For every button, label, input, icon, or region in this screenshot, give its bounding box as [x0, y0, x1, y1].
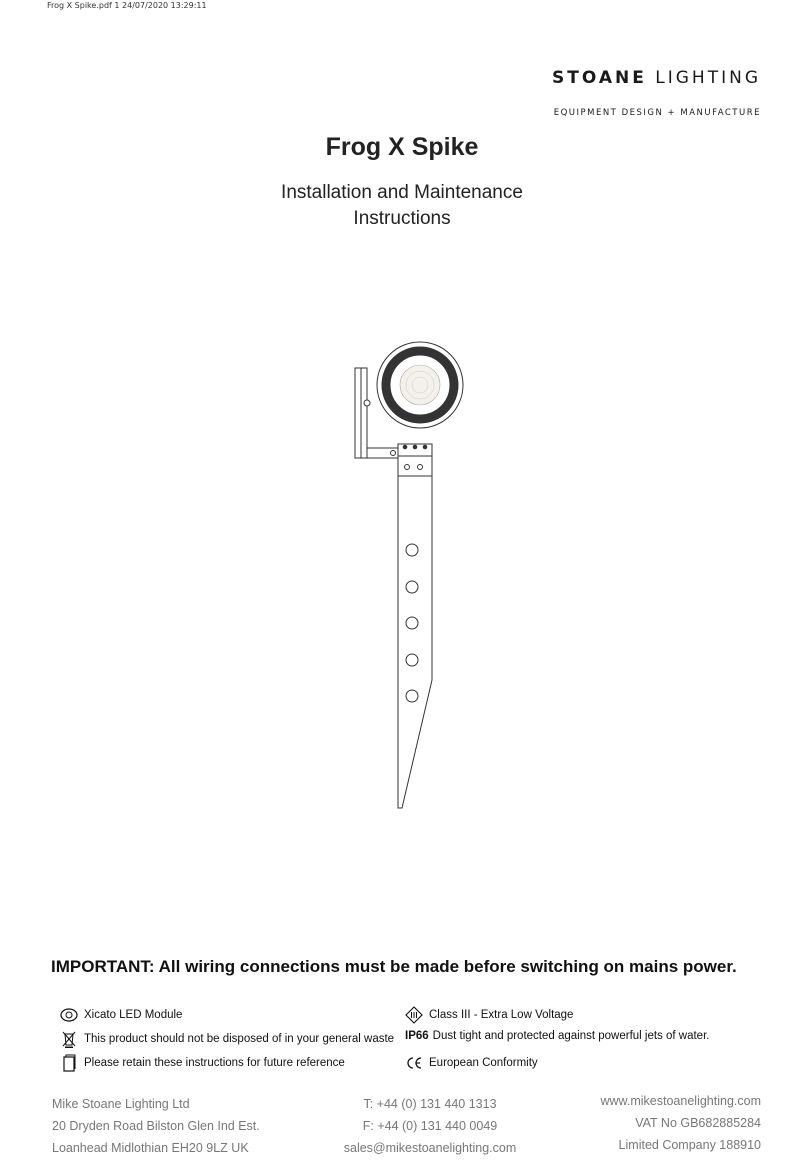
- ce-mark-icon: [405, 1054, 423, 1072]
- footer-vat: VAT No GB682885284: [635, 1116, 761, 1130]
- feature-text: This product should not be disposed of in your general waste: [84, 1033, 395, 1045]
- footer-address-line-2: Loanhead Midlothian EH20 9LZ UK: [52, 1141, 249, 1155]
- feature-ip66: [405, 1030, 709, 1042]
- important-warning: IMPORTANT: All wiring connections must be made before switching on mains power.: [51, 957, 737, 976]
- page-title: Frog X Spike: [325, 133, 479, 161]
- ip66-label: IP66: [405, 1030, 429, 1042]
- footer-phone: T: +44 (0) 131 440 1313: [363, 1097, 497, 1111]
- brand-name-light: LIGHTING: [655, 68, 761, 88]
- footer-legal: [601, 1090, 762, 1156]
- footer-company-name: Mike Stoane Lighting Ltd: [52, 1097, 190, 1111]
- brand-name-bold: STOANE: [552, 68, 647, 88]
- xicato-icon: [60, 1006, 78, 1024]
- feature-text: European Conformity: [429, 1057, 538, 1069]
- feature-retain: [60, 1054, 345, 1072]
- page-subtitle: [0, 180, 804, 232]
- brand-logo: [552, 68, 761, 88]
- pdf-header: Frog X Spike.pdf 1 24/07/2020 13:29:11: [47, 1, 207, 10]
- product-illustration: [340, 330, 480, 820]
- footer-company: [52, 1093, 260, 1159]
- feature-class-iii: [405, 1006, 573, 1024]
- footer-email[interactable]: sales@mikestoanelighting.com: [343, 1141, 517, 1155]
- feature-text: Dust tight and protected against powerful jets of water.: [432, 1030, 710, 1042]
- retain-instructions-icon: [60, 1054, 78, 1072]
- subtitle-line-2: Instructions: [353, 208, 451, 229]
- feature-disposal: [60, 1030, 394, 1048]
- feature-text: Xicato LED Module: [84, 1009, 183, 1021]
- weee-bin-icon: [60, 1030, 78, 1048]
- brand-tagline: EQUIPMENT DESIGN + MANUFACTURE: [553, 108, 761, 118]
- footer-contact: [330, 1093, 530, 1159]
- footer-website[interactable]: www.mikestoanelighting.com: [600, 1094, 761, 1108]
- class-iii-icon: [405, 1006, 423, 1024]
- subtitle-line-1: Installation and Maintenance: [281, 182, 523, 203]
- feature-xicato: [60, 1006, 182, 1024]
- feature-text: Class III - Extra Low Voltage: [429, 1009, 574, 1021]
- footer-company-number: Limited Company 188910: [618, 1138, 761, 1152]
- footer-address-line-1: 20 Dryden Road Bilston Glen Ind Est.: [52, 1119, 260, 1133]
- feature-text: Please retain these instructions for future reference: [84, 1057, 345, 1069]
- feature-ce: [405, 1054, 538, 1072]
- footer-fax: F: +44 (0) 131 440 0049: [362, 1119, 498, 1133]
